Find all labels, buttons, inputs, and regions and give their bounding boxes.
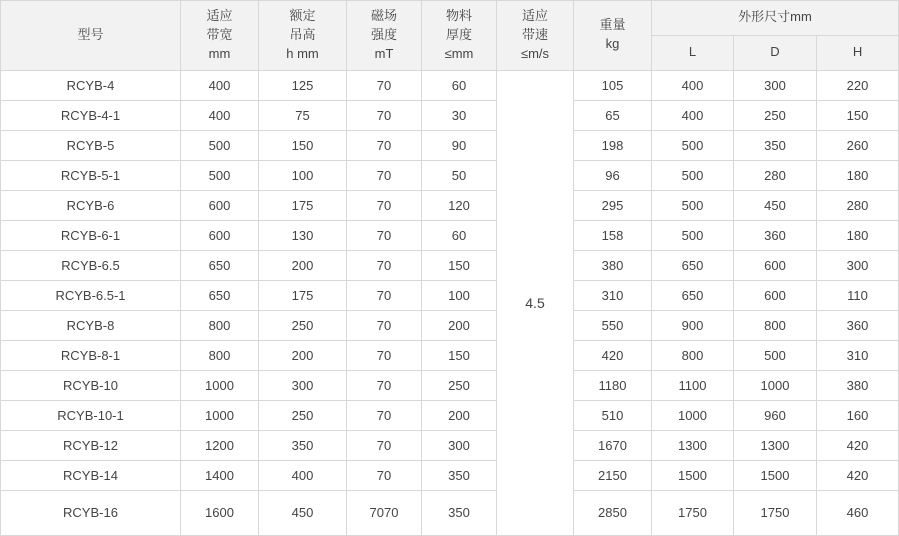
cell-dim-d: 500 (734, 340, 817, 370)
cell-belt-width: 1000 (181, 370, 259, 400)
cell-field-strength: 70 (347, 250, 422, 280)
cell-dim-d: 250 (734, 100, 817, 130)
cell-field-strength: 7070 (347, 490, 422, 535)
cell-dim-l: 1750 (652, 490, 734, 535)
cell-field-strength: 70 (347, 70, 422, 100)
cell-dim-d: 300 (734, 70, 817, 100)
cell-belt-width: 650 (181, 250, 259, 280)
cell-dim-d: 1500 (734, 460, 817, 490)
table-row (1, 460, 899, 490)
cell-dim-h: 110 (817, 280, 899, 310)
header-material-thickness (422, 1, 497, 71)
cell-field-strength: 70 (347, 100, 422, 130)
cell-weight: 198 (574, 130, 652, 160)
cell-rated-height: 130 (259, 220, 347, 250)
cell-rated-height: 200 (259, 250, 347, 280)
cell-weight: 380 (574, 250, 652, 280)
cell-dim-h: 420 (817, 460, 899, 490)
header-weight-unit: kg (605, 36, 620, 52)
header-field-strength-line1: 磁场 (370, 8, 397, 23)
cell-dim-d: 360 (734, 220, 817, 250)
cell-dim-l: 1500 (652, 460, 734, 490)
cell-belt-width: 1000 (181, 400, 259, 430)
header-field-strength-unit: mT (374, 45, 394, 61)
table-body (1, 70, 899, 535)
cell-dim-l: 500 (652, 220, 734, 250)
header-dim-h: H (817, 35, 899, 70)
cell-dim-l: 1300 (652, 430, 734, 460)
cell-belt-width: 1600 (181, 490, 259, 535)
cell-dim-h: 300 (817, 250, 899, 280)
table-header (1, 1, 899, 71)
cell-rated-height: 175 (259, 280, 347, 310)
header-weight-line1: 重量 (599, 17, 626, 33)
table-row (1, 370, 899, 400)
cell-dim-d: 1300 (734, 430, 817, 460)
cell-material-thickness: 100 (422, 280, 497, 310)
cell-dim-h: 180 (817, 220, 899, 250)
cell-dim-h: 260 (817, 130, 899, 160)
cell-rated-height: 350 (259, 430, 347, 460)
cell-dim-d: 960 (734, 400, 817, 430)
header-rated-height-line2: 吊高 (289, 26, 316, 42)
table-row (1, 220, 899, 250)
cell-belt-width: 400 (181, 70, 259, 100)
cell-belt-width: 600 (181, 220, 259, 250)
header-belt-speed-line2: 带速 (521, 26, 548, 42)
cell-weight: 310 (574, 280, 652, 310)
cell-material-thickness: 150 (422, 250, 497, 280)
cell-weight: 2850 (574, 490, 652, 535)
cell-weight: 1670 (574, 430, 652, 460)
cell-dim-h: 310 (817, 340, 899, 370)
cell-model: RCYB-12 (1, 430, 181, 460)
cell-field-strength: 70 (347, 370, 422, 400)
cell-weight: 96 (574, 160, 652, 190)
header-belt-width-line1: 适应 (206, 8, 233, 23)
header-material-thickness-line2: 厚度 (445, 26, 472, 42)
cell-field-strength: 70 (347, 190, 422, 220)
cell-material-thickness: 350 (422, 490, 497, 535)
cell-rated-height: 100 (259, 160, 347, 190)
header-row-primary (1, 1, 899, 36)
cell-dim-l: 400 (652, 100, 734, 130)
header-rated-height (259, 1, 347, 71)
cell-material-thickness: 300 (422, 430, 497, 460)
cell-weight: 550 (574, 310, 652, 340)
header-belt-width (181, 1, 259, 71)
cell-weight: 158 (574, 220, 652, 250)
cell-model: RCYB-6 (1, 190, 181, 220)
cell-dim-l: 1000 (652, 400, 734, 430)
cell-belt-width: 500 (181, 160, 259, 190)
cell-weight: 2150 (574, 460, 652, 490)
cell-rated-height: 125 (259, 70, 347, 100)
header-material-thickness-line1: 物料 (445, 8, 472, 23)
header-dim-l: L (652, 35, 734, 70)
cell-field-strength: 70 (347, 430, 422, 460)
table-row (1, 430, 899, 460)
cell-material-thickness: 60 (422, 220, 497, 250)
table-row (1, 190, 899, 220)
cell-model: RCYB-6.5 (1, 250, 181, 280)
cell-material-thickness: 30 (422, 100, 497, 130)
cell-model: RCYB-10-1 (1, 400, 181, 430)
cell-material-thickness: 200 (422, 400, 497, 430)
table-row (1, 340, 899, 370)
cell-rated-height: 150 (259, 130, 347, 160)
table-row (1, 130, 899, 160)
cell-weight: 510 (574, 400, 652, 430)
cell-model: RCYB-10 (1, 370, 181, 400)
cell-rated-height: 75 (259, 100, 347, 130)
cell-dim-h: 160 (817, 400, 899, 430)
cell-model: RCYB-8-1 (1, 340, 181, 370)
cell-dim-l: 800 (652, 340, 734, 370)
cell-dim-h: 380 (817, 370, 899, 400)
cell-model: RCYB-5 (1, 130, 181, 160)
cell-dim-d: 1750 (734, 490, 817, 535)
cell-rated-height: 250 (259, 400, 347, 430)
cell-belt-width: 400 (181, 100, 259, 130)
table-row (1, 250, 899, 280)
cell-dim-h: 280 (817, 190, 899, 220)
cell-belt-width: 1400 (181, 460, 259, 490)
header-model (1, 1, 181, 71)
cell-dim-h: 460 (817, 490, 899, 535)
cell-belt-width: 600 (181, 190, 259, 220)
cell-dim-l: 900 (652, 310, 734, 340)
cell-material-thickness: 120 (422, 190, 497, 220)
cell-model: RCYB-6.5-1 (1, 280, 181, 310)
cell-belt-width: 650 (181, 280, 259, 310)
cell-dim-l: 650 (652, 250, 734, 280)
header-dim-d: D (734, 35, 817, 70)
header-field-strength-line2: 强度 (370, 26, 397, 42)
cell-model: RCYB-16 (1, 490, 181, 535)
cell-dim-h: 150 (817, 100, 899, 130)
table-row (1, 400, 899, 430)
cell-dim-l: 650 (652, 280, 734, 310)
header-belt-speed-unit: ≤m/s (520, 45, 550, 61)
cell-dim-d: 1000 (734, 370, 817, 400)
table-row (1, 280, 899, 310)
cell-material-thickness: 150 (422, 340, 497, 370)
header-dimensions-group: 外形尺寸mm (652, 1, 899, 36)
cell-dim-l: 400 (652, 70, 734, 100)
cell-dim-d: 800 (734, 310, 817, 340)
header-belt-speed (497, 1, 574, 71)
cell-field-strength: 70 (347, 160, 422, 190)
cell-rated-height: 250 (259, 310, 347, 340)
cell-belt-speed-merged: 4.5 (497, 70, 574, 535)
cell-field-strength: 70 (347, 220, 422, 250)
cell-weight: 65 (574, 100, 652, 130)
cell-material-thickness: 90 (422, 130, 497, 160)
table-row (1, 70, 899, 100)
cell-dim-d: 450 (734, 190, 817, 220)
cell-rated-height: 400 (259, 460, 347, 490)
cell-dim-h: 180 (817, 160, 899, 190)
cell-field-strength: 70 (347, 280, 422, 310)
table-row (1, 490, 899, 535)
header-belt-speed-line1: 适应 (521, 8, 548, 23)
cell-field-strength: 70 (347, 460, 422, 490)
cell-dim-h: 420 (817, 430, 899, 460)
cell-weight: 1180 (574, 370, 652, 400)
header-weight (574, 1, 652, 71)
cell-dim-h: 220 (817, 70, 899, 100)
cell-dim-l: 500 (652, 130, 734, 160)
table-row (1, 100, 899, 130)
cell-dim-d: 350 (734, 130, 817, 160)
header-rated-height-line1: 额定 (289, 8, 316, 23)
cell-dim-l: 1100 (652, 370, 734, 400)
cell-field-strength: 70 (347, 130, 422, 160)
header-belt-width-unit: mm (208, 45, 231, 61)
cell-weight: 105 (574, 70, 652, 100)
cell-dim-d: 600 (734, 280, 817, 310)
table-row (1, 160, 899, 190)
header-model-line1: 型号 (77, 26, 104, 42)
cell-model: RCYB-4 (1, 70, 181, 100)
cell-dim-l: 500 (652, 190, 734, 220)
cell-field-strength: 70 (347, 340, 422, 370)
cell-weight: 420 (574, 340, 652, 370)
cell-material-thickness: 250 (422, 370, 497, 400)
cell-rated-height: 450 (259, 490, 347, 535)
cell-belt-width: 1200 (181, 430, 259, 460)
cell-dim-d: 600 (734, 250, 817, 280)
cell-dim-d: 280 (734, 160, 817, 190)
cell-material-thickness: 200 (422, 310, 497, 340)
cell-dim-l: 500 (652, 160, 734, 190)
cell-rated-height: 175 (259, 190, 347, 220)
cell-model: RCYB-8 (1, 310, 181, 340)
cell-model: RCYB-4-1 (1, 100, 181, 130)
cell-model: RCYB-5-1 (1, 160, 181, 190)
cell-field-strength: 70 (347, 400, 422, 430)
cell-dim-h: 360 (817, 310, 899, 340)
header-rated-height-unit: h mm (286, 45, 319, 61)
cell-material-thickness: 350 (422, 460, 497, 490)
header-material-thickness-unit: ≤mm (444, 45, 474, 61)
cell-rated-height: 200 (259, 340, 347, 370)
cell-belt-width: 800 (181, 310, 259, 340)
cell-model: RCYB-14 (1, 460, 181, 490)
cell-model: RCYB-6-1 (1, 220, 181, 250)
cell-material-thickness: 50 (422, 160, 497, 190)
cell-weight: 295 (574, 190, 652, 220)
header-field-strength (347, 1, 422, 71)
cell-belt-width: 800 (181, 340, 259, 370)
table-row (1, 310, 899, 340)
cell-material-thickness: 60 (422, 70, 497, 100)
cell-rated-height: 300 (259, 370, 347, 400)
header-belt-width-line2: 带宽 (206, 26, 233, 42)
cell-field-strength: 70 (347, 310, 422, 340)
cell-belt-width: 500 (181, 130, 259, 160)
